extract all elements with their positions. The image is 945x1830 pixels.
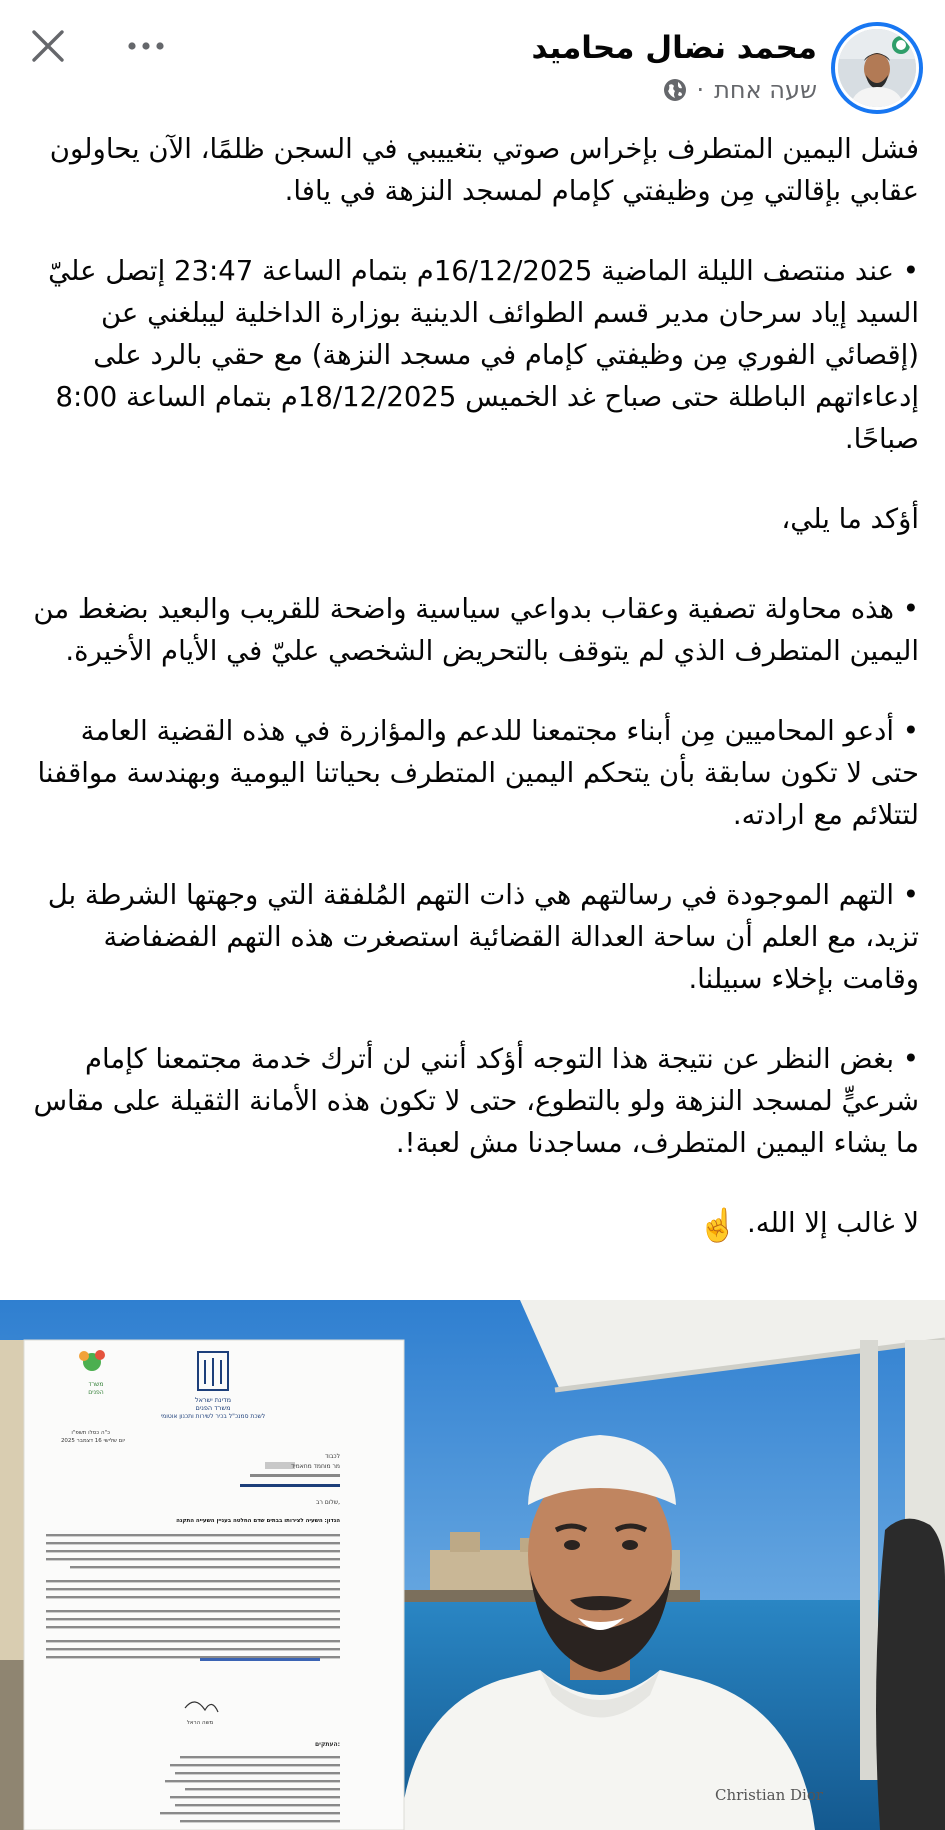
pointing-up-emoji-icon: ☝️: [698, 1206, 739, 1244]
letter-greeting: שלום רב,: [316, 1499, 340, 1506]
letter-to-label: לכבוד: [325, 1453, 340, 1460]
avatar[interactable]: [831, 22, 923, 114]
post-paragraph-charges: • التهم الموجودة في رسالتهم هي ذات التهم المُلفقة التي وجهتها الشرطة بل تزيد، مع العلم أن ساحة العدالة القضائية استصغرت هذه التهم الفضفاضة وقامت بإخلاء سبيلنا.: [47, 879, 919, 995]
letter-heading-3: לשכת סמנכ"ל בכיר לשירות ותכנון אוטומי: [160, 1413, 266, 1420]
shirt-logo-text: Christian Dior: [715, 1786, 824, 1804]
post-text: [24, 128, 919, 1246]
globe-icon: [663, 78, 687, 102]
post-paragraph-lawyers: • أدعو المحاميين مِن أبناء مجتمعنا للدعم والمؤازرة في هذه القضية العامة حتى لا تكون سابقة بأن يتحكم اليمين المتطرف بحياتنا اليومية وبهندسة مواقفنا لتتلائم مع ارادته.: [37, 715, 919, 831]
author-block: [317, 26, 817, 104]
post-paragraph-continue: • بغض النظر عن نتيجة هذا التوجه أؤكد أنني لن أترك خدمة مجتمعنا كإمام شرعيٍّ لمسجد النزهة ولو بالتطوع، حتى لا تكون هذه الأمانة الثقيلة على مقاس ما يشاء اليمين المتطرف، مساجدنا مش لعبة!.: [33, 1043, 919, 1159]
author-name[interactable]: محمد نضال محاميد: [531, 30, 817, 66]
letter-cc-label: העתקים:: [315, 1741, 340, 1748]
letter-signature: משה הראל: [186, 1720, 214, 1726]
meta-separator: ·: [696, 76, 705, 104]
letter-subject: הנדון: השעיה לצירותו בבתים שדם החלטה בעניין השעייה התקנה: [176, 1518, 340, 1524]
close-icon: [30, 28, 66, 64]
post-photo[interactable]: [0, 1300, 945, 1830]
letter-heading-2: משרד הפנים: [195, 1404, 231, 1412]
letter-document: [24, 1340, 404, 1830]
more-icon: [126, 40, 166, 52]
post-paragraph-call: • عند منتصف الليلة الماضية 16/12/2025م بتمام الساعة 23:47 إتصل عليّ السيد إياد سرحان مدير قسم الطوائف الدينية بوزارة الداخلية ليبلغني عن (إقصائي الفوري مِن وظيفتي كإمام في مسجد النزهة) مع حقي بالرد على إدعاءاتهم الباطلة حتى صباح غد الخميس 18/12/2025م بتمام الساعة 8:00 صباحًا.: [48, 255, 919, 455]
post-paragraph-confirm: أؤكد ما يلي،: [781, 503, 919, 535]
post-paragraph-closing: [24, 1202, 919, 1246]
letter-logo-text-1: משרד: [88, 1381, 104, 1388]
letter-date-1: כ"ה כסלו תשפ"ו: [71, 1430, 110, 1436]
letter-heading-1: מדינת ישראל: [194, 1396, 232, 1404]
post-meta: [317, 76, 817, 104]
post-paragraph-intro: فشل اليمين المتطرف بإخراس صوتي بتغييبي في السجن ظلمًا، الآن يحاولون عقابي بإقالتي مِن وظيفتي كإمام لمسجد النزهة في يافا.: [49, 133, 919, 207]
letter-recipient: מר מוחמד מחאמיד: [291, 1463, 340, 1470]
avatar-image: [838, 29, 916, 107]
post-paragraph-political: • هذه محاولة تصفية وعقاب بدواعي سياسية واضحة للقريب والبعيد بضغط من اليمين المتطرف الذي لم يتوقف بالتحريض الشخصي عليّ في الأيام الأخيرة.: [33, 593, 919, 667]
letter-date-2: יום שלישי 16 דצמבר 2025: [60, 1438, 125, 1444]
close-button[interactable]: [22, 20, 74, 72]
post-timestamp[interactable]: שעה אחת: [714, 76, 817, 104]
more-options-button[interactable]: [116, 20, 176, 72]
letter-logo-text-2: הפנים: [88, 1389, 104, 1396]
post-header: [0, 0, 945, 120]
photo-composite: [0, 1300, 945, 1830]
closing-text: لا غالب إلا الله.: [747, 1207, 919, 1239]
